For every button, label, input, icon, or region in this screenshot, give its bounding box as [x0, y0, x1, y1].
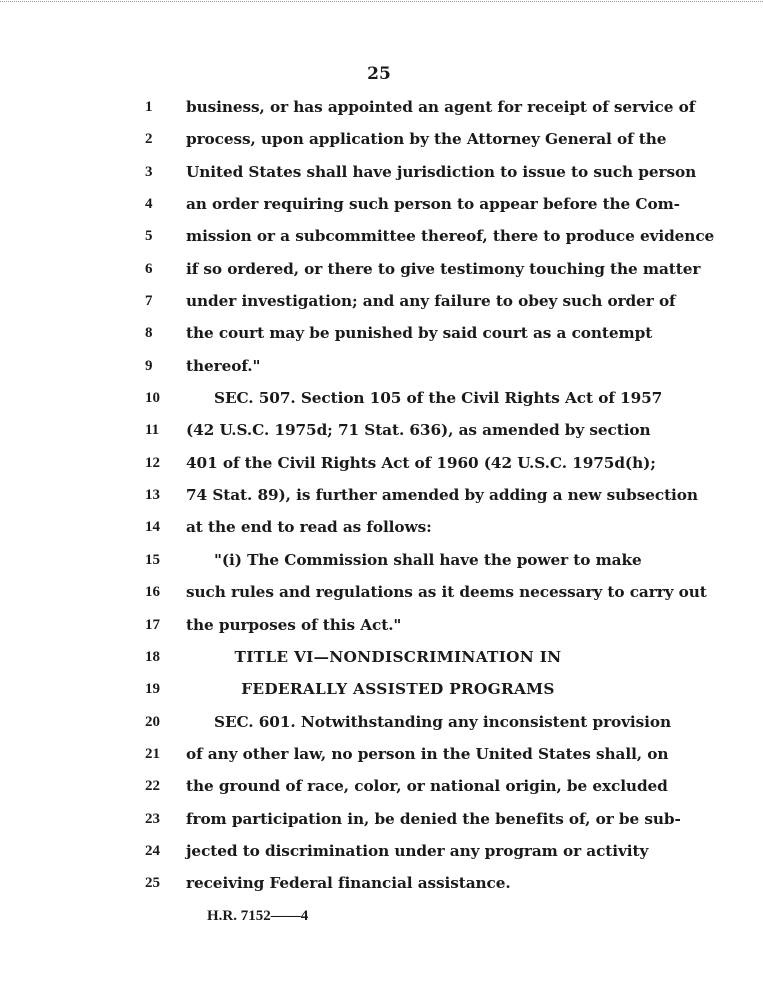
line-number: 16 [145, 584, 160, 601]
line-number: 20 [145, 713, 160, 730]
text-line [0, 289, 763, 321]
line-number: 10 [145, 390, 160, 407]
line-number: 19 [145, 681, 160, 698]
text-line [0, 645, 763, 677]
line-number: 25 [145, 875, 160, 892]
text-line [0, 257, 763, 289]
line-text: the purposes of this Act." [186, 615, 402, 634]
section-start-text: SEC. 507. Section 105 of the Civil Rights Act of 1957 [214, 389, 663, 408]
line-number: 11 [145, 422, 160, 439]
line-number: 6 [145, 260, 153, 277]
line-text: United States shall have jurisdiction to issue to such person [186, 162, 697, 181]
line-number: 9 [145, 357, 153, 374]
bill-footer-signature: H.R. 7152——4 [207, 908, 309, 924]
text-line [0, 483, 763, 515]
page-top-edge [0, 1, 763, 2]
text-line [0, 95, 763, 127]
text-line [0, 742, 763, 774]
text-line [0, 613, 763, 645]
line-text: (42 U.S.C. 1975d; 71 Stat. 636), as amended by section [186, 421, 651, 440]
line-text: business, or has appointed an agent for receipt of service of [186, 98, 696, 116]
line-text: jected to discrimination under any program or activity [186, 841, 649, 860]
line-number: 5 [145, 228, 153, 245]
line-text: thereof." [186, 356, 261, 375]
line-number: 23 [145, 810, 160, 827]
line-number: 18 [145, 648, 160, 665]
line-number: 15 [145, 551, 160, 568]
line-number: 21 [145, 745, 160, 762]
quoted-subsection-text: "(i) The Commission shall have the power to make [214, 550, 642, 569]
text-line [0, 451, 763, 483]
text-line [0, 418, 763, 450]
text-line [0, 871, 763, 903]
title-heading: FEDERALLY ASSISTED PROGRAMS [241, 680, 555, 699]
text-line [0, 321, 763, 353]
text-line [0, 127, 763, 159]
line-number: 12 [145, 454, 160, 471]
text-line [0, 224, 763, 256]
line-text: an order requiring such person to appear before the Com- [186, 195, 680, 214]
section-start-text: SEC. 601. Notwithstanding any inconsistent provision [214, 712, 671, 731]
text-line [0, 580, 763, 612]
line-text: the ground of race, color, or national origin, be excluded [186, 777, 668, 796]
line-text: such rules and regulations as it deems necessary to carry out [186, 583, 707, 602]
line-text: mission or a subcommittee thereof, there to produce evidence [186, 227, 715, 246]
line-number: 4 [145, 196, 153, 213]
text-line [0, 192, 763, 224]
line-text: 74 Stat. 89), is further amended by adding a new subsection [186, 486, 698, 505]
line-text: from participation in, be denied the benefits of, or be sub- [186, 809, 681, 828]
line-text: if so ordered, or there to give testimony touching the matter [186, 259, 701, 278]
text-line [0, 386, 763, 418]
line-number: 8 [145, 325, 153, 342]
text-line [0, 160, 763, 192]
line-text: receiving Federal financial assistance. [186, 874, 511, 893]
text-line [0, 515, 763, 547]
text-line [0, 774, 763, 806]
line-number: 24 [145, 842, 160, 859]
text-line [0, 677, 763, 709]
line-number: 7 [145, 293, 153, 310]
text-line [0, 710, 763, 742]
line-text: 401 of the Civil Rights Act of 1960 (42 U.S.C. 1975d(h); [186, 453, 656, 472]
title-heading: TITLE VI—NONDISCRIMINATION IN [234, 647, 562, 666]
line-number: 13 [145, 487, 160, 504]
bill-text-body [0, 95, 763, 904]
text-line [0, 839, 763, 871]
line-text: at the end to read as follows: [186, 518, 432, 537]
line-number: 2 [145, 131, 153, 148]
text-line [0, 548, 763, 580]
line-number: 3 [145, 163, 153, 180]
line-text: process, upon application by the Attorney General of the [186, 130, 667, 149]
page-number: 25 [367, 64, 391, 84]
line-text: the court may be punished by said court as a contempt [186, 324, 653, 343]
line-number: 1 [145, 99, 153, 115]
line-text: under investigation; and any failure to obey such order of [186, 292, 676, 311]
line-number: 14 [145, 519, 160, 536]
text-line [0, 807, 763, 839]
line-number: 22 [145, 778, 160, 795]
line-number: 17 [145, 616, 160, 633]
line-text: of any other law, no person in the United States shall, on [186, 744, 669, 763]
text-line [0, 354, 763, 386]
